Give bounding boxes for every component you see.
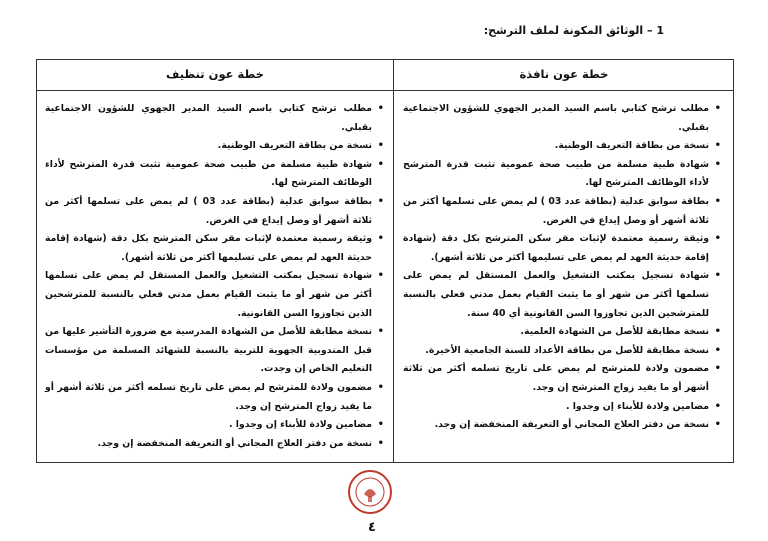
list-item: • مطلب ترشح كتابي باسم السيد المدير الجهوي للشؤون الاجتماعية بقبلي.	[45, 100, 384, 137]
list-item: • نسخة من دفتر العلاج المجاني أو التعريفة المنخفضة إن وجد.	[403, 416, 721, 435]
list-item: • مضمون ولادة للمترشح لم يمض على تاريخ تسلمه أكثر من ثلاثة أشهر أو ما يفيد زواج المترشح إن وجد.	[403, 360, 721, 397]
documents-table	[36, 59, 734, 463]
column-title-usher-agent: خطة عون نافذة	[519, 67, 609, 81]
list-item: • مضامين ولادة للأبناء إن وجدوا .	[45, 416, 384, 435]
list-item: • نسخة من دفتر العلاج المجاني أو التعريفة المنخفضة إن وجد.	[45, 435, 384, 454]
official-stamp-icon	[346, 468, 394, 516]
list-item: • مطلب ترشح كتابي باسم السيد المدير الجهوي للشؤون الاجتماعية بقبلي.	[403, 100, 721, 137]
column-divider	[393, 60, 394, 462]
list-item: • مضمون ولادة للمترشح لم يمض على تاريخ تسلمه أكثر من ثلاثة أشهر أو ما يفيد زواج المترشح إن وجد.	[45, 379, 384, 416]
list-item: • شهادة طبية مسلمة من طبيب صحة عمومية تثبت قدرة المترشح لأداء الوظائف المترشح لها.	[45, 156, 384, 193]
list-item: • نسخة مطابقة للأصل من بطاقة الأعداد للسنة الجامعية الأخيرة.	[403, 342, 721, 361]
list-item: • شهادة تسجيل بمكتب التشغيل والعمل المستقل لم يمض على تسلمها أكثر من شهر أو ما يثبت القيام بعمل مدني فعلي بالنسبة للمترشحين الذين تجاوزوا السن القانونية.	[45, 267, 384, 323]
list-item: • وثيقة رسمية معتمدة لإثبات مقر سكن المترشح بكل دقة (شهادة إقامة حديثة العهد لم يمض على تسليمها أكثر من ثلاثة أشهر).	[403, 230, 721, 267]
list-item: • وثيقة رسمية معتمدة لإثبات مقر سكن المترشح بكل دقة (شهادة إقامة حديثة العهد لم يمض على تسليمها أكثر من ثلاثة أشهر).	[45, 230, 384, 267]
list-item: • نسخة من بطاقة التعريف الوطنية.	[403, 137, 721, 156]
list-item: • شهادة تسجيل بمكتب التشغيل والعمل المستقل لم يمض على تسلمها أكثر من شهر أو ما يثبت القيام بعمل مدني فعلي بالنسبة للمترشحين الذين تجاوزوا السن القانونية أي 40 سنة.	[403, 267, 721, 323]
list-item: • نسخة من بطاقة التعريف الوطنية.	[45, 137, 384, 156]
list-item: • بطاقة سوابق عدلية (بطاقة عدد 03 ) لم يمض على تسلمها أكثر من ثلاثة أشهر أو وصل إيداع في الغرض.	[403, 193, 721, 230]
table-header-row	[37, 60, 733, 91]
list-item: • نسخة مطابقة للأصل من الشهادة المدرسية مع ضرورة التأشير عليها من قبل المندوبية الجهوية للتربية بالنسبة للشهائد المسلمة من مؤسسات التعليم الخاص إن وجدت.	[45, 323, 384, 379]
usher-agent-documents-list	[403, 100, 721, 435]
list-item: • مضامين ولادة للأبناء إن وجدوا .	[403, 398, 721, 417]
page-number: ٤	[368, 520, 376, 535]
list-item: • بطاقة سوابق عدلية (بطاقة عدد 03 ) لم يمض على تسلمها أكثر من ثلاثة أشهر أو وصل إيداع في الغرض.	[45, 193, 384, 230]
section-heading: 1 – الوثائق المكونة لملف الترشح:	[483, 24, 664, 37]
list-item: • شهادة طبية مسلمة من طبيب صحة عمومية تثبت قدرة المترشح لأداء الوظائف المترشح لها.	[403, 156, 721, 193]
column-title-cleaning-agent: خطة عون تنظيف	[166, 67, 264, 81]
list-item: • نسخة مطابقة للأصل من الشهادة العلمية.	[403, 323, 721, 342]
cleaning-agent-documents-list	[45, 100, 384, 453]
